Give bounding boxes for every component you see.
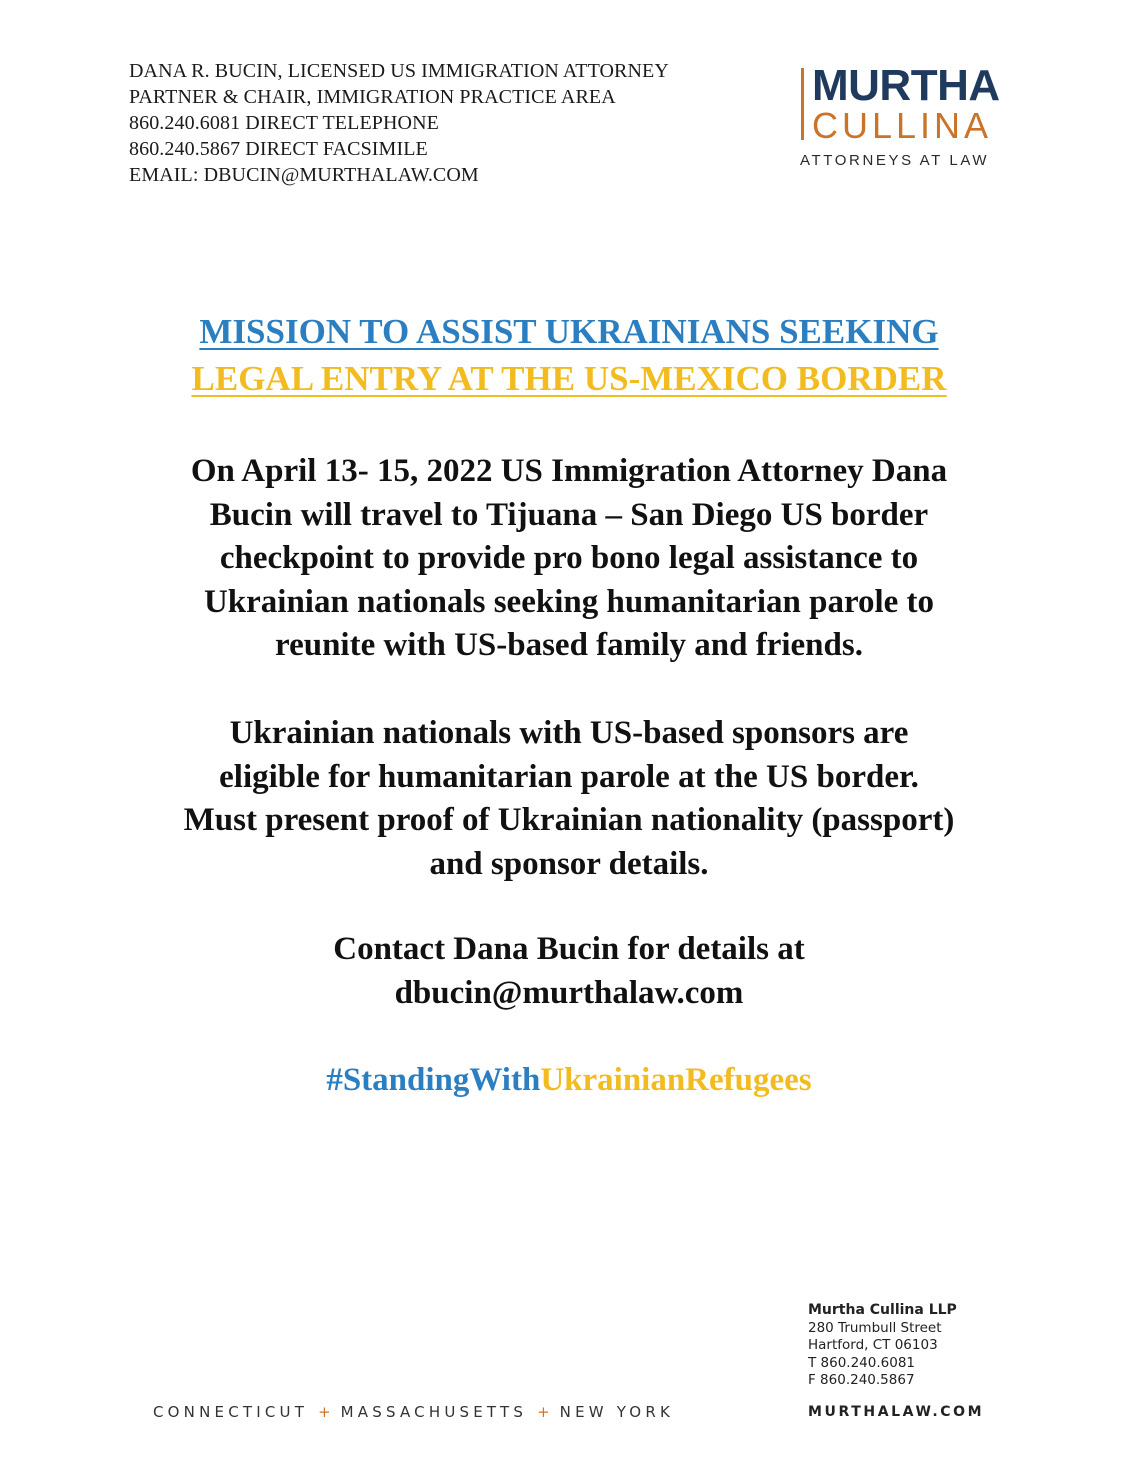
hashtag-part-yellow: UkrainianRefugees <box>540 1062 812 1098</box>
footer-separator: + <box>318 1403 331 1421</box>
contact-paragraph <box>0 928 1138 1015</box>
paragraph-line: checkpoint to provide pro bono legal assistance to <box>219 540 919 576</box>
footer-phone: T 860.240.6081 <box>808 1354 916 1371</box>
footer-state: CONNECTICUT <box>153 1403 309 1421</box>
paragraph-line: Bucin will travel to Tijuana – San Diego US border <box>209 496 929 533</box>
announcement-paragraph <box>0 450 1138 668</box>
email-line: EMAIL: DBUCIN@MURTHALAW.COM <box>129 164 479 186</box>
logo-accent-bar <box>801 68 804 140</box>
footer-address-block <box>808 1302 957 1390</box>
footer-website: MURTHALAW.COM <box>808 1404 985 1420</box>
footer-separator: + <box>537 1403 550 1421</box>
eligibility-paragraph <box>0 712 1138 886</box>
paragraph-line: Ukrainian nationals with US-based sponsors are <box>229 715 909 751</box>
footer-state: MASSACHUSETTS <box>340 1403 528 1421</box>
letterhead <box>129 58 669 188</box>
paragraph-line: On April 13- 15, 2022 US Immigration Attorney Dana <box>190 453 948 489</box>
attorney-name-line: DANA R. BUCIN, LICENSED US IMMIGRATION ATTORNEY <box>129 60 669 82</box>
paragraph-line: eligible for humanitarian parole at the US border. <box>219 758 919 795</box>
paragraph-line: Contact Dana Bucin for details at <box>333 931 805 967</box>
attorney-title-line: PARTNER & CHAIR, IMMIGRATION PRACTICE AREA <box>129 86 616 108</box>
footer-street: 280 Trumbull Street <box>808 1319 942 1336</box>
footer-state: NEW YORK <box>559 1403 674 1421</box>
title-line-2: LEGAL ENTRY AT THE US-MEXICO BORDER <box>191 359 947 398</box>
footer-fax: F 860.240.5867 <box>808 1372 915 1388</box>
hashtag <box>0 1058 1138 1102</box>
paragraph-line: and sponsor details. <box>429 845 709 882</box>
logo-wordmark-cullina: CULLINA <box>812 105 993 146</box>
contact-email: dbucin@murthalaw.com <box>394 974 744 1011</box>
footer-firm-name: Murtha Cullina LLP <box>808 1302 957 1318</box>
footer-city: Hartford, CT 06103 <box>808 1337 938 1353</box>
footer-states <box>153 1402 674 1422</box>
direct-fax-line: 860.240.5867 DIRECT FACSIMILE <box>129 138 428 160</box>
logo-tagline: ATTORNEYS AT LAW <box>800 152 990 169</box>
title-line-1: MISSION TO ASSIST UKRAINIANS SEEKING <box>199 312 939 351</box>
paragraph-line: Must present proof of Ukrainian nationality (passport) <box>183 802 955 838</box>
paragraph-line: reunite with US-based family and friends. <box>275 627 863 663</box>
firm-logo <box>798 61 1028 176</box>
paragraph-line: Ukrainian nationals seeking humanitarian parole to <box>203 583 935 620</box>
direct-telephone-line: 860.240.6081 DIRECT TELEPHONE <box>129 112 439 134</box>
logo-wordmark-murtha: MURTHA <box>812 61 1000 110</box>
hashtag-part-blue: #StandingWith <box>326 1062 541 1098</box>
